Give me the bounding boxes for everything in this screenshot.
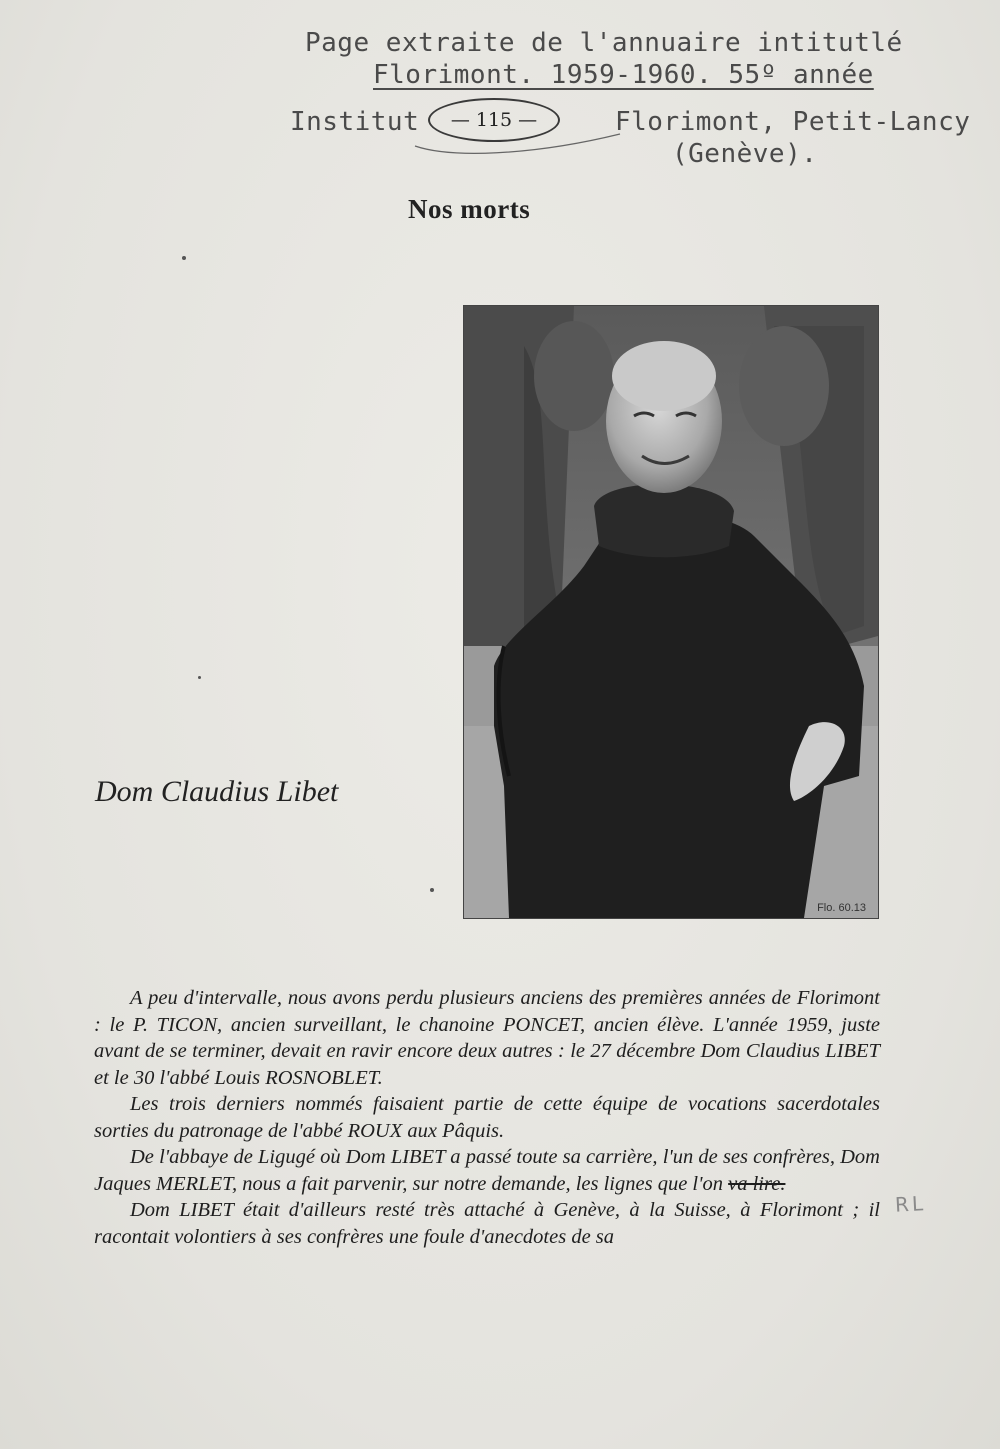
portrait-photo [463, 305, 879, 919]
typed-header-canton: (Genève). [672, 139, 818, 169]
article-paragraph-1: A peu d'intervalle, nous avons perdu plusieurs anciens des premières années de Florimont : le P. TICON, ancien surveillant, le chanoine PONCET, ancien élève. L'année 1959, juste avant de se terminer, devait en ravir encore deux autres : le 27 décembre Dom Claudius LIBET et le 30 l'abbé Louis ROSNOBLET. [94, 987, 880, 1089]
article-paragraph-4: Dom LIBET était d'ailleurs resté très attaché à Genève, à la Suisse, à Florimont ; il racontait volontiers à ses confrères une foule d'anecdotes de sa [94, 1199, 880, 1248]
article-paragraph-2: Les trois derniers nommés faisaient partie de cette équipe de vocations sacerdotales sorties du patronage de l'abbé ROUX aux Pâquis. [94, 1093, 880, 1142]
section-title: Nos morts [408, 194, 531, 224]
handwritten-margin-note: RL [894, 1191, 927, 1217]
typed-header-location: Florimont, Petit-Lancy [615, 107, 971, 137]
monk-portrait-image [464, 306, 878, 918]
typed-header-line-1: Page extraite de l'annuaire intitutlé [305, 28, 903, 58]
photo-archive-code: Flo. 60.13 [817, 902, 866, 914]
portrait-name: Dom Claudius Libet [95, 775, 339, 808]
obituary-article [94, 985, 880, 1250]
page-number-text: — 115 — [450, 109, 538, 131]
speck [430, 888, 434, 892]
speck [182, 256, 186, 260]
article-paragraph-3 [94, 1144, 880, 1197]
speck [198, 676, 201, 679]
pen-swoosh-mark [410, 128, 630, 158]
struck-through-text: va lire. [728, 1172, 786, 1195]
typed-header-institut: Institut [290, 107, 420, 137]
typed-header-line-2: Florimont. 1959-1960. 55º année [373, 60, 874, 90]
article-paragraph-3-text: De l'abbaye de Ligugé où Dom LIBET a passé toute sa carrière, l'un de ses confrères, Dom Jaques MERLET, nous a fait parvenir, sur notre demande, les lignes que l'on [94, 1146, 880, 1195]
